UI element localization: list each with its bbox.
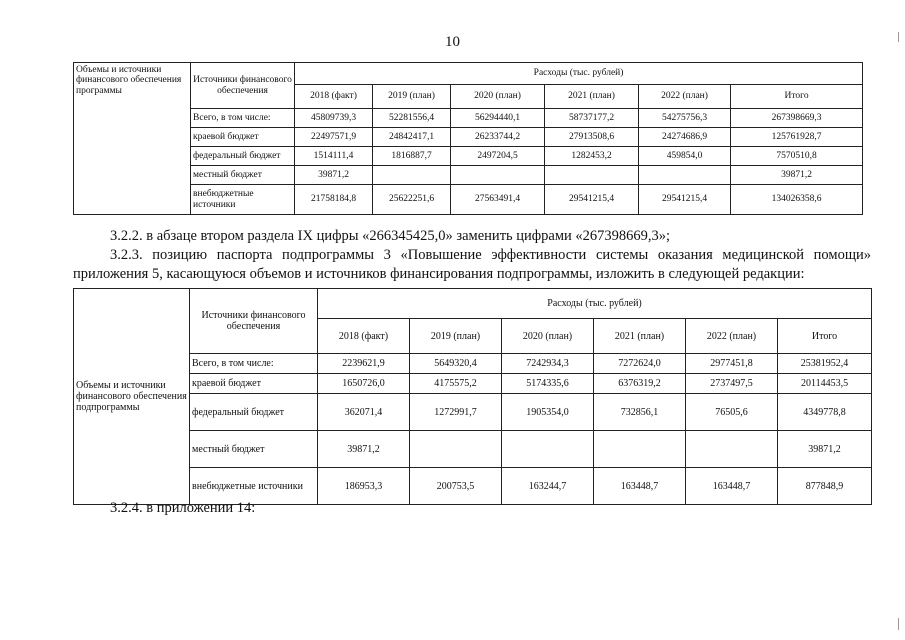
table2-cell: 1272991,7 xyxy=(410,394,502,431)
table2-cell: 4349778,8 xyxy=(778,394,872,431)
table2-year-header: 2022 (план) xyxy=(686,319,778,354)
paragraph-3-2-3-continued: приложения 5, касающуюся объемов и источников финансирования подпрограммы, изложить в следующей редакции: xyxy=(73,266,805,282)
table2-row-name: внебюджетные источники xyxy=(190,468,318,505)
table-row xyxy=(74,109,863,128)
table2-cell xyxy=(502,431,594,468)
table1-cell: 26233744,2 xyxy=(451,128,545,147)
table-row xyxy=(74,354,872,374)
table-row xyxy=(74,166,863,185)
table2-cell: 76505,6 xyxy=(686,394,778,431)
table2-cell: 2737497,5 xyxy=(686,374,778,394)
table1-cell: 21758184,8 xyxy=(295,185,373,215)
table1-cell: 29541215,4 xyxy=(639,185,731,215)
table2-sources-header: Источники финансового обеспечения xyxy=(190,289,318,354)
table1-cell: 1514111,4 xyxy=(295,147,373,166)
table2-cell: 20114453,5 xyxy=(778,374,872,394)
table2-year-header: 2020 (план) xyxy=(502,319,594,354)
table1-label: Объемы и источники финансового обеспечения программы xyxy=(74,63,191,215)
table1-row-name: Всего, в том числе: xyxy=(191,109,295,128)
table1-cell: 125761928,7 xyxy=(731,128,863,147)
table2-row-name: федеральный бюджет xyxy=(190,394,318,431)
table2-cell xyxy=(410,431,502,468)
table1-row-name: внебюджетные источники xyxy=(191,185,295,215)
table-row xyxy=(74,147,863,166)
table2-row-name: местный бюджет xyxy=(190,431,318,468)
table1-cell: 1816887,7 xyxy=(373,147,451,166)
table2-expenses-header: Расходы (тыс. рублей) xyxy=(318,289,872,319)
table2-year-header: 2019 (план) xyxy=(410,319,502,354)
table1-cell: 134026358,6 xyxy=(731,185,863,215)
scan-edge-mark xyxy=(898,32,899,42)
table1-row-name: местный бюджет xyxy=(191,166,295,185)
table1-cell: 54275756,3 xyxy=(639,109,731,128)
table1-sources-header: Источники финансового обеспечения xyxy=(191,63,295,109)
table1-year-header: 2019 (план) xyxy=(373,85,451,109)
table2-cell: 163448,7 xyxy=(594,468,686,505)
table-row xyxy=(74,374,872,394)
scan-edge-mark xyxy=(898,618,899,630)
table-row xyxy=(74,185,863,215)
table1-year-header: 2022 (план) xyxy=(639,85,731,109)
table1-cell: 7570510,8 xyxy=(731,147,863,166)
table2-cell: 732856,1 xyxy=(594,394,686,431)
table1-cell xyxy=(639,166,731,185)
table2-cell: 186953,3 xyxy=(318,468,410,505)
table2-cell: 200753,5 xyxy=(410,468,502,505)
table2-cell: 2239621,9 xyxy=(318,354,410,374)
table2-cell: 7242934,3 xyxy=(502,354,594,374)
table2-cell: 163244,7 xyxy=(502,468,594,505)
table1-cell: 39871,2 xyxy=(295,166,373,185)
table2-cell: 6376319,2 xyxy=(594,374,686,394)
table1-total-header: Итого xyxy=(731,85,863,109)
paragraph-3-2-4: 3.2.4. в приложении 14: xyxy=(110,500,256,516)
table1-cell xyxy=(545,166,639,185)
table2-cell: 362071,4 xyxy=(318,394,410,431)
table1-cell: 29541215,4 xyxy=(545,185,639,215)
table1-cell: 56294440,1 xyxy=(451,109,545,128)
table2-cell: 39871,2 xyxy=(318,431,410,468)
table1-cell xyxy=(451,166,545,185)
subprogram-funding-table xyxy=(73,288,872,505)
table2-cell: 4175575,2 xyxy=(410,374,502,394)
table1-cell: 27563491,4 xyxy=(451,185,545,215)
table1-cell: 27913508,6 xyxy=(545,128,639,147)
table2-cell xyxy=(686,431,778,468)
table1-cell: 39871,2 xyxy=(731,166,863,185)
table-row xyxy=(74,431,872,468)
table1-cell: 24842417,1 xyxy=(373,128,451,147)
table1-cell: 58737177,2 xyxy=(545,109,639,128)
table-row xyxy=(74,394,872,431)
table1-cell: 25622251,6 xyxy=(373,185,451,215)
table1-cell: 267398669,3 xyxy=(731,109,863,128)
table2-cell: 25381952,4 xyxy=(778,354,872,374)
table2-total-header: Итого xyxy=(778,319,872,354)
page-number: 10 xyxy=(445,34,460,50)
table1-cell: 22497571,9 xyxy=(295,128,373,147)
table2-cell xyxy=(594,431,686,468)
table2-cell: 5174335,6 xyxy=(502,374,594,394)
table1-cell: 1282453,2 xyxy=(545,147,639,166)
table2-cell: 2977451,8 xyxy=(686,354,778,374)
table1-cell: 459854,0 xyxy=(639,147,731,166)
table2-year-header: 2021 (план) xyxy=(594,319,686,354)
table2-label: Объемы и источники финансового обеспечения подпрограммы xyxy=(74,289,190,505)
table2-year-header: 2018 (факт) xyxy=(318,319,410,354)
table-row xyxy=(74,128,863,147)
table1-expenses-header: Расходы (тыс. рублей) xyxy=(295,63,863,85)
table1-year-header: 2021 (план) xyxy=(545,85,639,109)
table2-cell: 877848,9 xyxy=(778,468,872,505)
table2-row-name: краевой бюджет xyxy=(190,374,318,394)
table2-cell: 39871,2 xyxy=(778,431,872,468)
program-funding-table xyxy=(73,62,863,215)
table1-year-header: 2018 (факт) xyxy=(295,85,373,109)
table1-cell: 2497204,5 xyxy=(451,147,545,166)
table1-cell xyxy=(373,166,451,185)
table1-row-name: федеральный бюджет xyxy=(191,147,295,166)
table2-cell: 1905354,0 xyxy=(502,394,594,431)
table2-cell: 1650726,0 xyxy=(318,374,410,394)
table1-row-name: краевой бюджет xyxy=(191,128,295,147)
table1-cell: 45809739,3 xyxy=(295,109,373,128)
table2-cell: 163448,7 xyxy=(686,468,778,505)
table2-cell: 7272624,0 xyxy=(594,354,686,374)
paragraph-3-2-3: 3.2.3. позицию паспорта подпрограммы 3 «Повышение эффективности системы оказания медицинской помощи» xyxy=(110,247,871,263)
table1-cell: 52281556,4 xyxy=(373,109,451,128)
table2-cell: 5649320,4 xyxy=(410,354,502,374)
table1-cell: 24274686,9 xyxy=(639,128,731,147)
table1-year-header: 2020 (план) xyxy=(451,85,545,109)
table2-row-name: Всего, в том числе: xyxy=(190,354,318,374)
paragraph-3-2-2: 3.2.2. в абзаце втором раздела IX цифры «266345425,0» заменить цифрами «267398669,3»; xyxy=(110,228,671,244)
